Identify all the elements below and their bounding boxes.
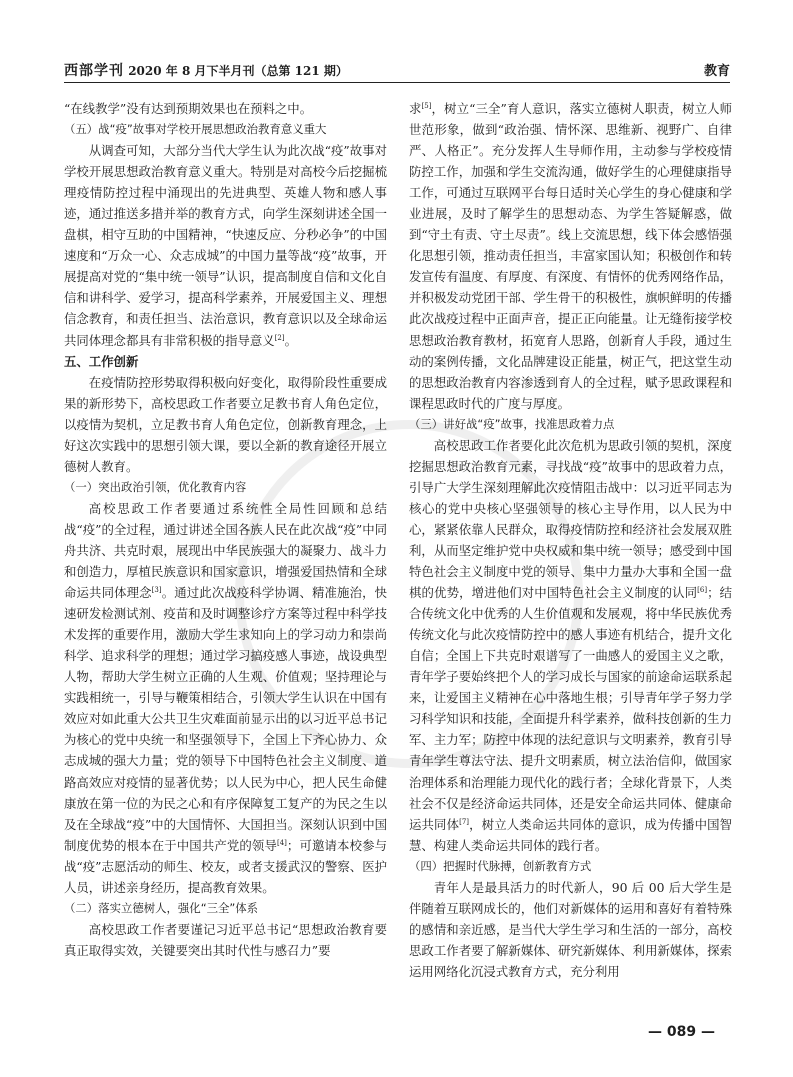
page-number: — 089 —: [648, 1024, 715, 1040]
subsection-heading: [409, 856, 732, 877]
text-run: 从调查可知，大部分当代大学生认为此次战“疫”故事对学校开展思想政治教育意义重大。特别是对高校今后挖掘梳理疫情防控过程中涌现出的先进典型、英雄人物和感人事迹，通过推送多措并举的教育方式，向学生深刻讲述全国一盘棋，相守互助的中国精神，“快速反应、分秒必争”的中国速度和“万众一心、众志成城”的中国力量等战“疫”故事，开展提高对党的“集中统一领导”认识，提高制度自信和文化自信和讲科学、爱学习，提高科学素养，开展爱国主义、理想信念教育，和责任担当、法治意识，教育意识以及全球命运共同体理念都具有非常积极的指导意义: [64, 143, 387, 348]
issue-info: 2020 年 8 月下半月刊（总第 121 期）: [128, 64, 348, 78]
text-run: ，树立人类命运共同体的意识，成为传播中国智慧、构建人类命运共同体的践行者。: [409, 816, 733, 853]
citation-ref: [4]: [277, 838, 287, 847]
text-run: （五）战“疫”故事对学校开展思想政治教育意义重大: [64, 122, 327, 137]
text-run: ；可邀请本校参与战“疫”志愿活动的师生、校友，或者支援武汉的警察、医护人员，讲述亲身经历，提高教育效果。: [64, 837, 388, 895]
text-run: （一）突出政治引领，优化教育内容: [64, 479, 247, 494]
text-run: 高校思政工作者要谨记习近平总书记“思想政治教育要真正取得实效，关键要突出其时代性与感召力”要: [64, 921, 387, 958]
text-run: ，树立“三全”育人意识，落实立德树人职责，树立人师世范形象，做到“政治强、情怀深、思维新、视野广、自律严、人格正”。充分发挥人生导师作用，主动参与学校疫情防控工作，加强和学生交流沟通，做好学生的心理健康指导工作，可通过互联网平台每日适时关心学生的身心健康和学业进展，及时了解学生的思想动态、为学生答疑解惑，做到“守土有责、守土尽责”。线上交流思想，线下体会感悟强化思想引领，推动责任担当，丰富家国认知；积极创作和转发宣传有温度、有厚度、有深度、有情怀的优秀网络作品，并积极发动党团干部、学生骨干的积极性，旗帜鲜明的传播此次战疫过程中正面声音，提正正向能量。让无缝衔接学校思想政治教育教材，拓宽育人思路，创新育人手段，通过生动的案例传播，文化品牌建设正能量，树正气，把这堂生动的思想政治教育内容渗透到育人的全过程，赋予思政课程和课程思政时代的广度与厚度。: [409, 101, 733, 411]
text-run: 青年人是最具活力的时代新人，90 后 00 后大学生是伴随着互联网成长的，他们对新媒体的运用和喜好有着特殊的感情和亲近感，是当代大学生学习和生活的一部分，高校思政工作者要了解新媒体、研究新媒体、利用新媒体，探索运用网络化沉浸式教育方式，充分利用: [409, 879, 732, 979]
text-run: “在线教学”没有达到预期效果也在预料之中。: [64, 101, 313, 116]
paragraph: [64, 498, 387, 898]
paragraph: [64, 919, 387, 961]
citation-ref: [2]: [274, 333, 285, 342]
citation-ref: [7]: [459, 817, 470, 826]
subsection-heading: [64, 119, 387, 140]
paragraph: [64, 98, 387, 119]
text-run: （二）落实立德树人，强化“三全”体系: [64, 900, 259, 915]
text-run: （三）讲好战“疫”故事，找准思政着力点: [409, 416, 615, 431]
citation-ref: [6]: [697, 585, 708, 594]
paragraph: [409, 98, 732, 414]
journal-masthead: [64, 60, 348, 80]
citation-ref: [3]: [151, 585, 162, 594]
paragraph: [409, 877, 732, 982]
page-header: [64, 58, 730, 83]
text-run: 五、工作创新: [64, 353, 139, 369]
text-run: 求: [409, 101, 422, 116]
section-label: 教育: [703, 64, 730, 79]
paragraph: [64, 372, 387, 477]
paragraph: [64, 140, 387, 350]
section-heading: [64, 351, 387, 372]
subsection-heading: [409, 414, 732, 435]
paragraph: [409, 435, 732, 856]
text-run: 高校思政工作者要通过系统性全局性回顾和总结战“疫”的全过程，通过讲述全国各族人民在此次战“疫”中同舟共济、共克时艰，展现出中华民族强大的凝聚力、战斗力和创造力，厚植民族意识和国家意识，增强爱国热情和全球命运共同体理念: [64, 500, 387, 601]
right-column: [409, 98, 732, 982]
text-run: （四）把握时代脉搏，创新教育方式: [409, 858, 592, 873]
subsection-heading: [64, 898, 387, 919]
journal-title: 西部学刊: [64, 63, 124, 79]
text-run: 。: [284, 332, 297, 348]
text-run: ；结合传统文化中优秀的人生价值观和发展观，将中华民族优秀传统文化与此次疫情防控中的感人事迹有机结合，提升文化自信；全国上下共克时艰谱写了一曲感人的爱国主义之歌，青年学子要始终把个人的学习成长与国家的前途命运联系起来，让爱国主义精神在心中落地生根；引导青年学子努力学习科学知识和技能，全面提升科学素养，做科技创新的生力军、主力军；防控中体现的法纪意识与文明素养，教育引导青年学生尊法守法、提升文明素质，树立法治信仰，做国家治理体系和治理能力现代化的践行者；全球化背景下，人类社会不仅是经济命运共同体，还是安全命运共同体、健康命运共同体: [409, 585, 733, 832]
subsection-heading: [64, 477, 387, 498]
left-column: [64, 98, 387, 961]
text-run: 在疫情防控形势取得积极向好变化，取得阶段性重要成果的新形势下，高校思政工作者要立足教书育人角色定位，以疫情为契机，立足教书育人角色定位，创新教育理念，上好这次实践中的思想引领大课，要以全新的教育途径开展立德树人教育。: [64, 374, 387, 474]
text-run: 。通过此次战疫科学协调、精准施治，快速研发检测试剂、疫苗和及时调整诊疗方案等过程中科学技术发挥的重要作用，激励大学生求知向上的学习动力和崇尚科学、追求科学的理想；通过学习搞疫感人事迹，战设典型人物，帮助大学生树立正确的人生观、价值观；坚持理论与实践相统一，引导与鞭策相结合，引领大学生认识在中国有效应对如此重大公共卫生灾难面前显示出的以习近平总书记为核心的党中央统一和坚强领导下，全国上下齐心协力、众志成城的强大力量；党的领导下中国特色社会主义制度、道路高效应对疫情的显著优势；以人民为中心，把人民生命健康放在第一位的为民之心和有序保障复工复产的为民之生以及在全球战“疫”中的大国情怀、大国担当。深刻认识到中国制度优势的根本在于中国共产党的领导: [64, 585, 388, 853]
text-run: 高校思政工作者要化此次危机为思政引领的契机，深度挖掘思想政治教育元素，寻找战“疫”故事中的思政着力点，引导广大学生深刻理解此次疫情阻击战中：以习近平同志为核心的党中央核心坚强领导的核心主导作用，以人民为中心，紧紧依靠人民群众，取得疫情防控和经济社会发展双胜利，从而坚定维护党中央权威和集中统一领导；感受到中国特色社会主义制度中党的领导、集中力量办大事和全国一盘棋的优势，增进他们对中国特色社会主义制度的认同: [409, 437, 732, 601]
citation-ref: [5]: [421, 101, 432, 110]
